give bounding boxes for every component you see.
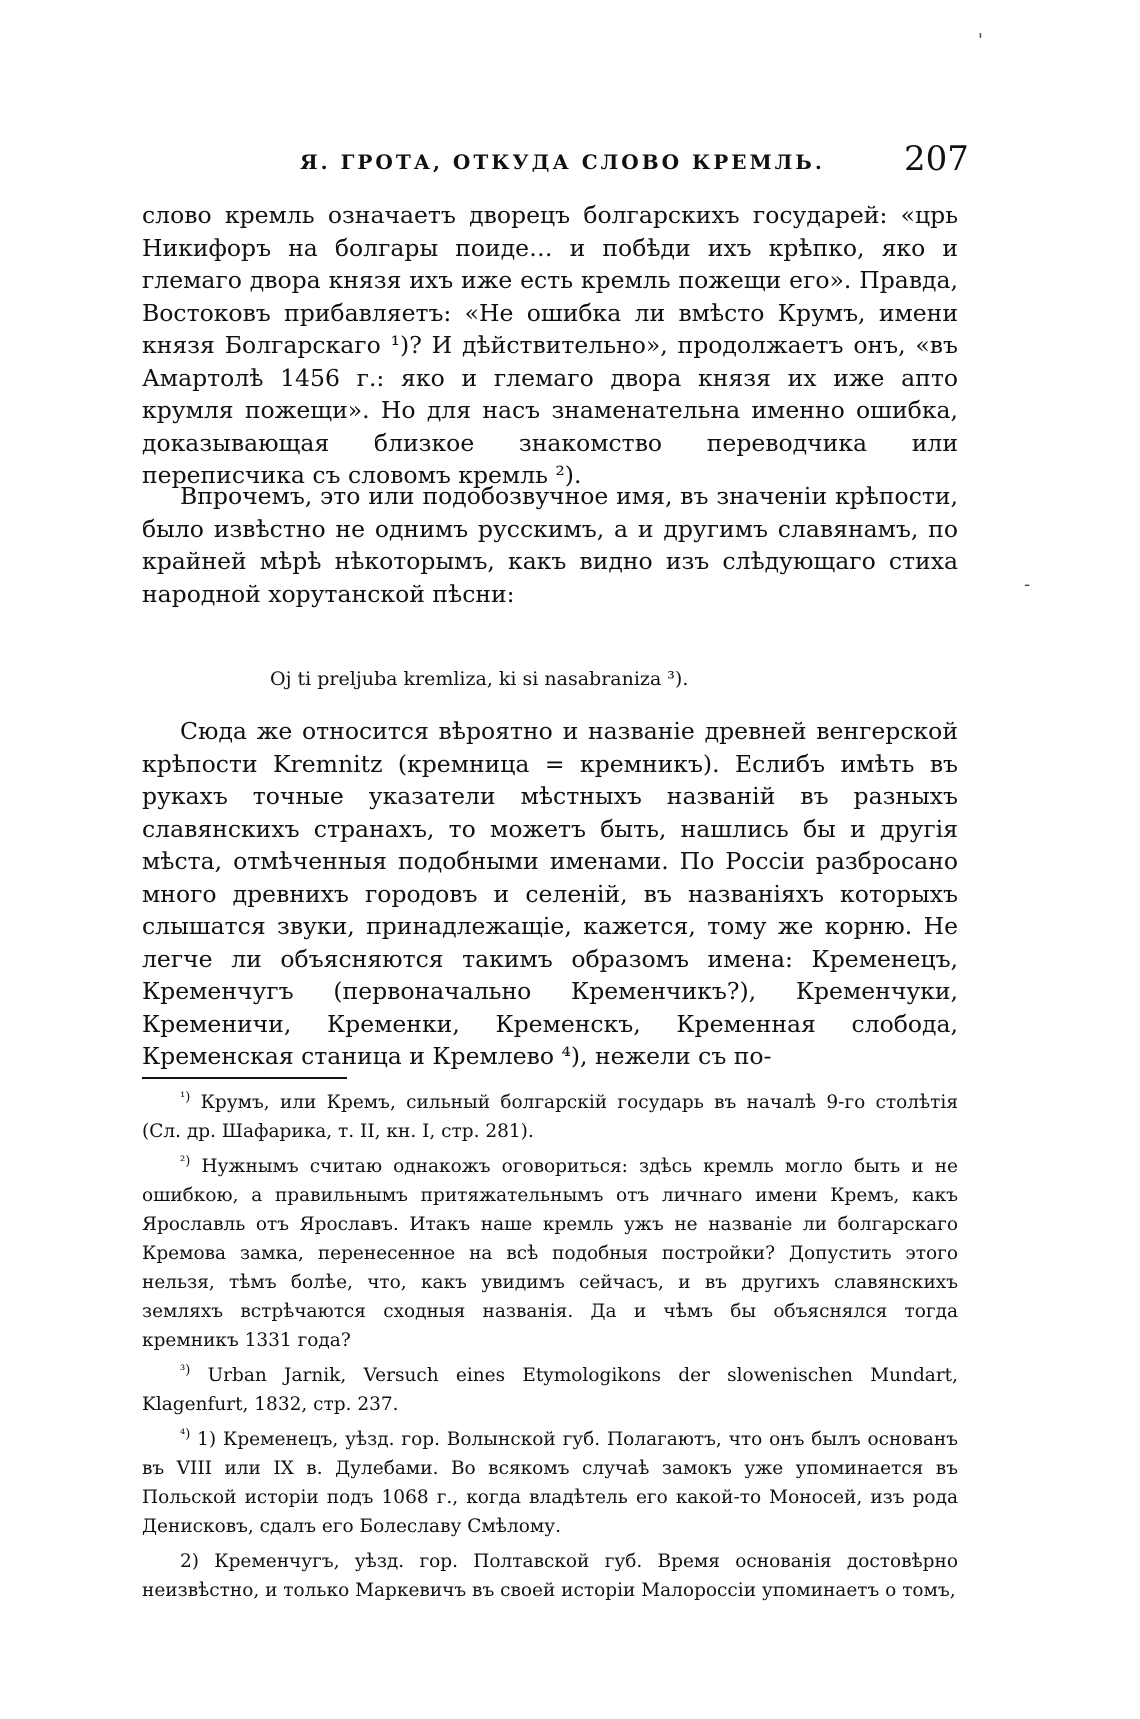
footnote-marker: ³) (180, 1362, 191, 1378)
footnote-1 (142, 1088, 958, 1146)
paragraph-text: Сюда же относится вѣроятно и названіе древней венгерской крѣпости Kremnitz (кремница = кремникъ). Еслибъ имѣть въ рукахъ точные указатели мѣстныхъ названій въ разныхъ славянскихъ странахъ, то можетъ быть, нашлись бы и другія мѣста, отмѣченныя подобными именами. По Россіи разбросано много древнихъ городовъ и селеній, въ названіяхъ которыхъ слышатся звуки, принадлежащіе, кажется, тому же корню. Не легче ли объясняются такимъ образомъ имена: Кременецъ, Кременчугъ (первоначально Кременчикъ?), Кременчуки, Кременичи, Кременки, Кременскъ, Кременная слобода, Кременская станица и Кремлево ⁴), нежели съ по- (142, 717, 958, 1070)
running-header-title: Я. ГРОТА, ОТКУДА СЛОВО КРЕМЛЬ. (300, 150, 825, 174)
footnote-text: Urban Jarnik, Versuch eines Etymologikons der slowenischen Mundart, Klagenfurt, 1832, стр. 237. (142, 1365, 958, 1415)
footnote-3 (142, 1361, 958, 1419)
verse-quote: Oj ti preljuba kremliza, ki si nasabraniza ³). (270, 668, 689, 690)
body-paragraph-3 (142, 715, 958, 1073)
footnote-4 (142, 1425, 958, 1541)
page-number: 207 (904, 139, 969, 179)
footnote-4-continued (142, 1547, 958, 1605)
footnote-text: 2) Кременчугъ, уѣзд. гор. Полтавской губ. Время основанія достовѣрно неизвѣстно, и только Маркевичъ въ своей исторіи Малороссіи упоминаетъ о томъ, (142, 1551, 958, 1601)
footnotes (142, 1088, 958, 1611)
footnote-marker: ¹) (180, 1089, 191, 1105)
footnote-2 (142, 1152, 958, 1355)
footnote-text: 1) Кременецъ, уѣзд. гор. Волынской губ. Полагаютъ, что онъ былъ основанъ въ VIII или IX в. Дулебами. Во всякомъ случаѣ замокъ уже упоминается въ Польской исторіи подъ 1068 г., когда владѣтель его какой-то Моносей, изъ рода Денисковъ, сдалъ его Болеславу Смѣлому. (142, 1429, 958, 1537)
footnote-rule (142, 1077, 347, 1079)
footnote-marker: ²) (180, 1153, 191, 1169)
footnote-text: Крумъ, или Кремъ, сильный болгарскій государь въ началѣ 9-го столѣтія (Сл. др. Шафарика, т. II, кн. I, стр. 281). (142, 1092, 958, 1142)
footnote-text: Нужнымъ считаю однакожъ оговориться: здѣсь кремль могло быть и не ошибкою, а правильнымъ притяжательнымъ отъ личнаго имени Кремъ, какъ Ярославль отъ Ярославъ. Итакъ наше кремль ужъ не названіе ли болгарскаго Кремова замка, перенесенное на всѣ подобныя постройки? Допустить этого нельзя, тѣмъ болѣе, что, какъ увидимъ сейчасъ, и въ другихъ славянскихъ земляхъ встрѣчаются сходныя названія. Да и чѣмъ бы объяснялся тогда кремникъ 1331 года? (142, 1156, 959, 1351)
scan-speck: - (1024, 574, 1031, 595)
footnote-marker: ⁴) (180, 1426, 191, 1442)
body-paragraph-1 (142, 199, 958, 492)
scan-speck: ' (978, 30, 983, 51)
body-paragraph-2 (142, 480, 958, 610)
paragraph-text: слово кремль означаетъ дворецъ болгарскихъ государей: «црь Никифоръ на болгары поиде… и побѣди ихъ крѣпко, яко и глемаго двора князя ихъ иже есть кремль пожещи его». Правда, Востоковъ прибавляетъ: «Не ошибка ли вмѣсто Крумъ, имени князя Болгарскаго ¹)? И дѣйствительно», продолжаетъ онъ, «въ Амартолѣ 1456 г.: яко и глемаго двора князя их иже апто крумля пожещи». Но для насъ знаменательна именно ошибка, доказывающая близкое знакомство переводчика или переписчика съ словомъ кремль ²). (142, 201, 958, 489)
paragraph-text: Впрочемъ, это или подобозвучное имя, въ значеніи крѣпости, было извѣстно не однимъ русскимъ, а и другимъ славянамъ, по крайней мѣрѣ нѣкоторымъ, какъ видно изъ слѣдующаго стиха народной хорутанской пѣсни: (142, 482, 958, 608)
